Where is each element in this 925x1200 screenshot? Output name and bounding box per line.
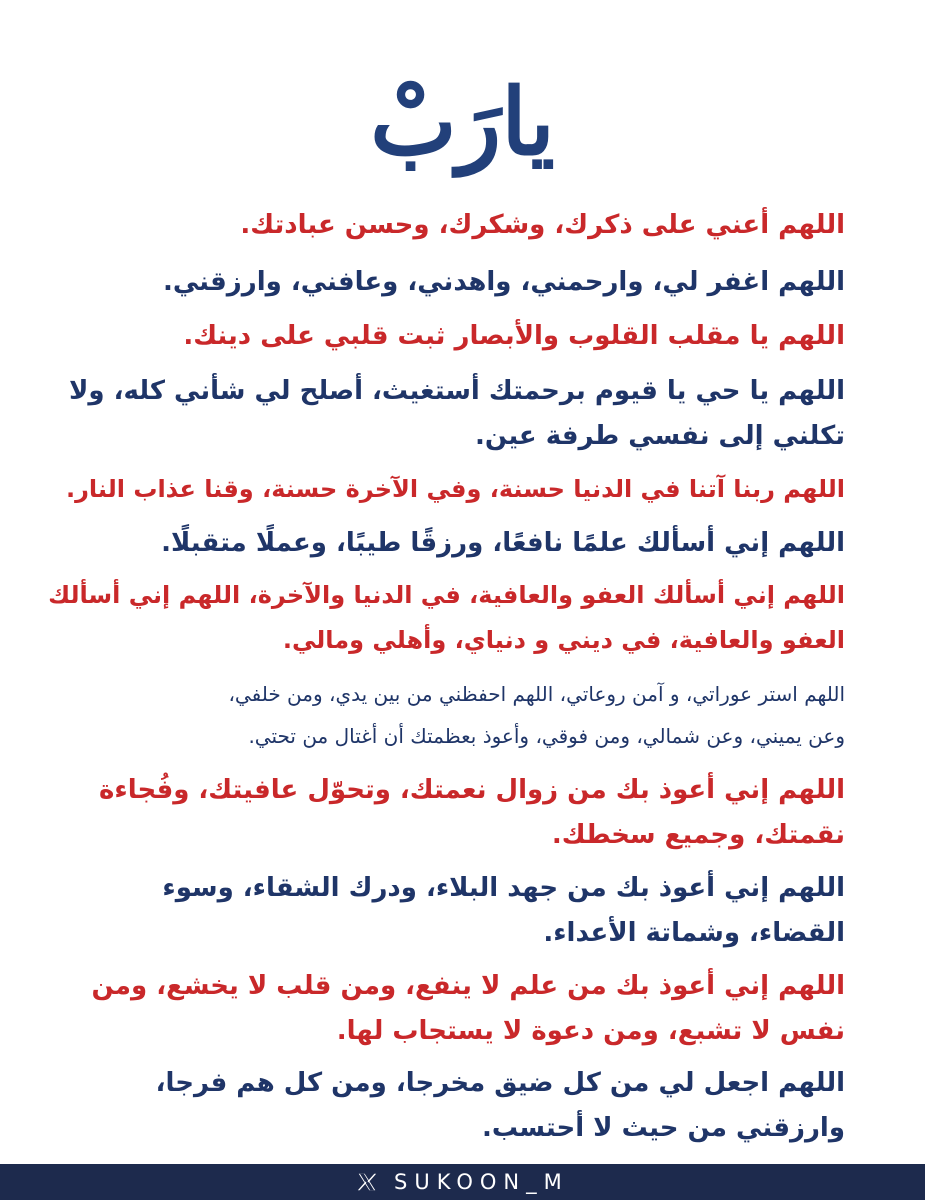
dua-8-line-1: اللهم استر عوراتي، و آمن روعاتي، اللهم احفظني من بين يدي، ومن خلفي، [228,682,845,706]
dua-9-line-1: اللهم إني أعوذ بك من زوال نعمتك، وتحوّل عافيتك، وفُجاءة [99,775,845,805]
dua-1-line-1: اللهم أعني على ذكرك، وشكرك، وحسن عبادتك. [240,210,845,240]
x-logo-icon [356,1171,378,1193]
dua-9-line-2: نقمتك، وجميع سخطك. [551,820,845,850]
dua-10-line-2: القضاء، وشماتة الأعداء. [543,918,845,948]
dua-4-line-1: اللهم يا حي يا قيوم برحمتك أستغيث، أصلح لي شأني كله، ولا [69,376,845,406]
dua-12-line-2: وارزقني من حيث لا أحتسب. [481,1113,845,1143]
dua-7-line-2: العفو والعافية، في ديني و دنياي، وأهلي ومالي. [282,626,845,654]
dua-3-line-1: اللهم يا مقلب القلوب والأبصار ثبت قلبي على دينك. [183,321,845,351]
page-title: يارَبْ [370,68,555,176]
dua-7-line-1: اللهم إني أسألك العفو والعافية، في الدنيا والآخرة، اللهم إني أسألك [48,581,845,609]
dua-5-line-1: اللهم ربنا آتنا في الدنيا حسنة، وفي الآخرة حسنة، وقنا عذاب النار. [65,475,845,503]
dua-10-line-1: اللهم إني أعوذ بك من جهد البلاء، ودرك الشقاء، وسوء [162,873,845,903]
dua-8-line-2: وعن يميني، وعن شمالي، ومن فوقي، وأعوذ بعظمتك أن أغتال من تحتي. [248,724,845,748]
dua-11-line-1: اللهم إني أعوذ بك من علم لا ينفع، ومن قلب لا يخشع، ومن [91,971,845,1001]
dua-4-line-2: تكلني إلى نفسي طرفة عين. [475,421,845,451]
dua-6-line-1: اللهم إني أسألك علمًا نافعًا، ورزقًا طيبًا، وعملًا متقبلًا. [161,528,845,558]
dua-12-line-1: اللهم اجعل لي من كل ضيق مخرجا، ومن كل هم فرجا، [155,1068,845,1098]
dua-2-line-1: اللهم اغفر لي، وارحمني، واهدني، وعافني، وارزقني. [162,267,845,297]
account-handle: SUKOON_M [394,1170,569,1194]
footer-bar [0,1164,925,1200]
dua-11-line-2: نفس لا تشبع، ومن دعوة لا يستجاب لها. [336,1016,845,1046]
